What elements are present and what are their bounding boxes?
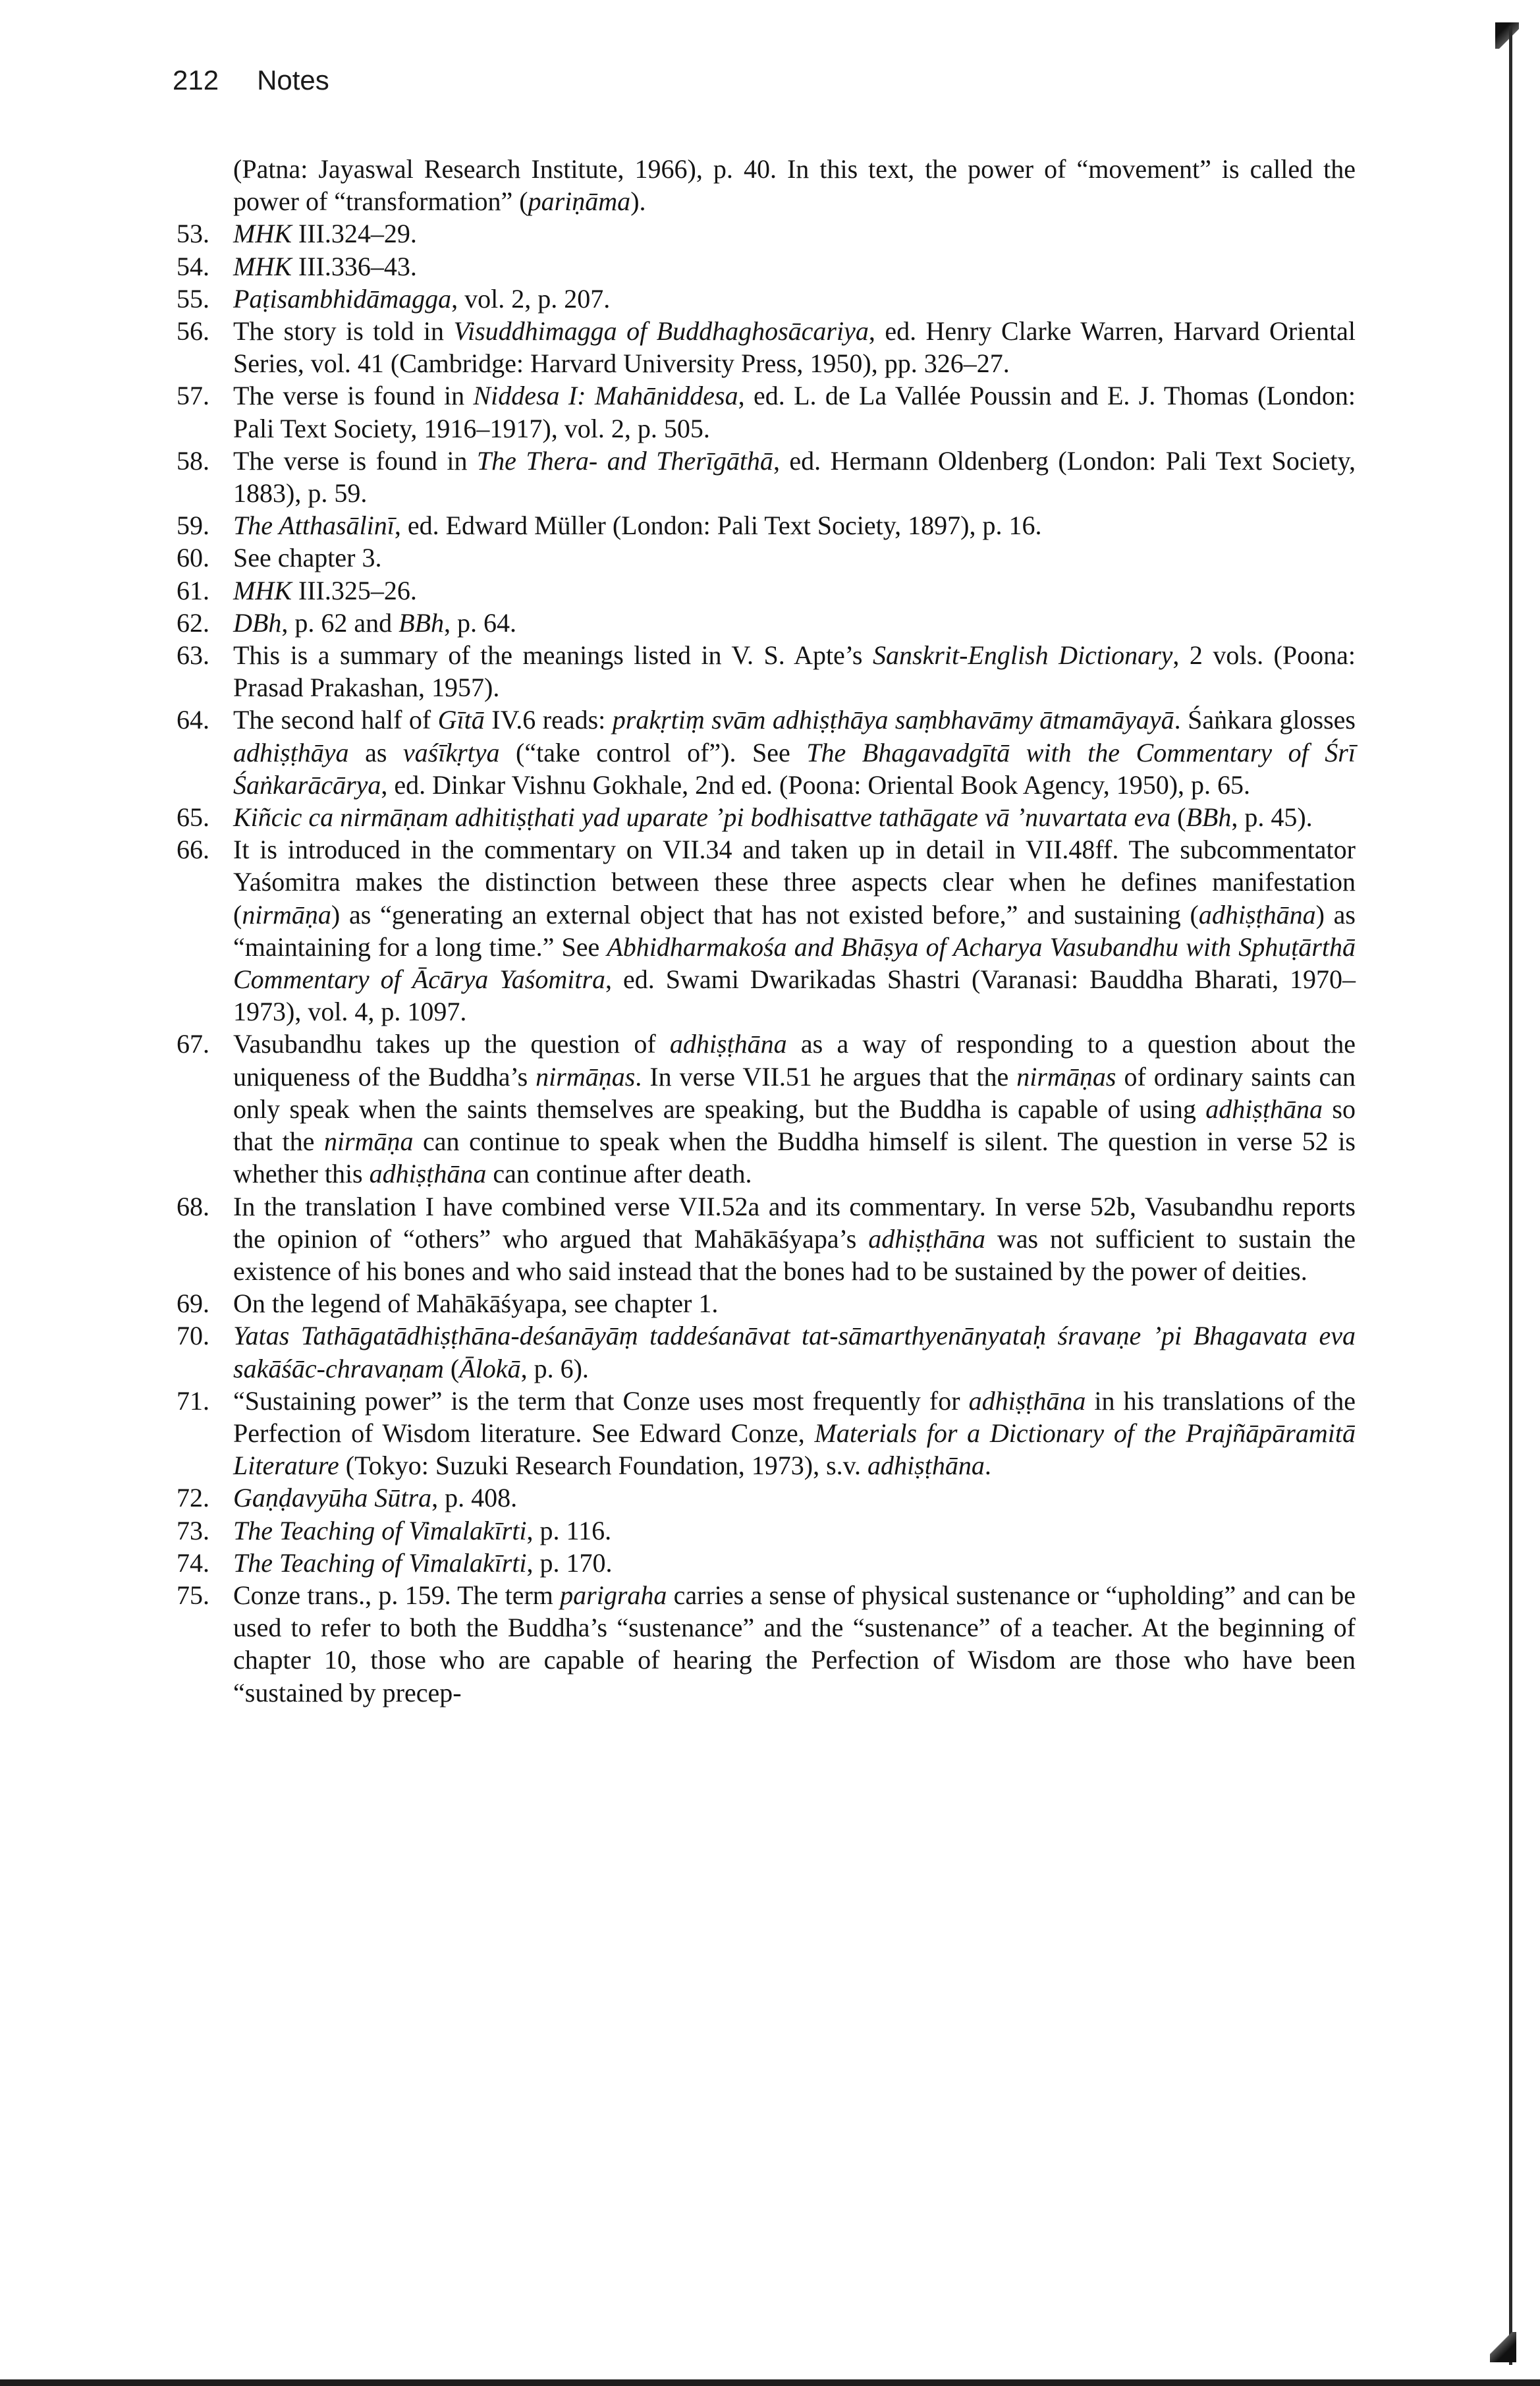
scan-bottom-edge: [0, 2379, 1540, 2386]
note-item: [177, 283, 1356, 315]
note-item: [177, 574, 1356, 607]
note-item: [177, 1385, 1356, 1482]
note-number: 54.: [177, 251, 209, 281]
scan-edge-line: [1509, 26, 1512, 2365]
note-number: 73.: [177, 1515, 209, 1545]
note-text: MHK III.336–43.: [233, 251, 417, 281]
note-number: 56.: [177, 316, 209, 347]
note-item: [177, 541, 1356, 574]
note-text: In the translation I have combined verse VII.52a and its commentary. In verse 52b, Vasubandhu reports the opinion of “others” who argued that Mahākāśyapa’s adhiṣṭhāna was not sufficient to sustain the existence of his bones and who said instead that the bones had to be sustained by the power of deities.: [233, 1191, 1356, 1286]
note-text: Paṭisambhidāmagga, vol. 2, p. 207.: [233, 283, 611, 314]
note-item: [177, 315, 1356, 379]
note-item: [177, 1028, 1356, 1190]
note-text: The verse is found in Niddesa I: Mahāniddesa, ed. L. de La Vallée Poussin and E. J. Thomas (London: Pali Text Society, 1916–1917), vol. 2, p. 505.: [233, 381, 1356, 443]
note-item: [177, 250, 1356, 283]
scan-edge-mark-bottom: [1490, 2332, 1516, 2362]
running-header: [173, 65, 329, 96]
note-text: “Sustaining power” is the term that Conze uses most frequently for adhiṣṭhāna in his translations of the Perfection of Wisdom literature. See Edward Conze, Materials for a Dictionary of the Prajñāpāramitā Literature (Tokyo: Suzuki Research Foundation, 1973), s.v. adhiṣṭhāna.: [233, 1385, 1356, 1481]
note-item: [177, 833, 1356, 1028]
note-number: 58.: [177, 445, 209, 476]
note-item: [177, 607, 1356, 639]
note-text: This is a summary of the meanings listed in V. S. Apte’s Sanskrit-English Dictionary, 2 vols. (Poona: Prasad Prakashan, 1957).: [233, 640, 1356, 703]
note-item: [177, 1482, 1356, 1514]
note-item: [177, 509, 1356, 541]
notes-list: [177, 153, 1356, 1709]
note-item: [177, 1547, 1356, 1579]
note-number: 75.: [177, 1580, 209, 1610]
note-number: 59.: [177, 511, 209, 541]
note-text: MHK III.325–26.: [233, 575, 417, 605]
note-text: Yatas Tathāgatādhiṣṭhāna-deśanāyāṃ taddeśanāvat tat-sāmarthyenānyataḥ śravaṇe ’pi Bhagavata eva sakāśāc-chravaṇam (Ālokā, p. 6).: [233, 1321, 1356, 1383]
note-item: [177, 153, 1356, 217]
note-item: [177, 704, 1356, 801]
note-number: 74.: [177, 1547, 209, 1578]
note-number: 61.: [177, 575, 209, 605]
note-number: 72.: [177, 1483, 209, 1513]
note-text: The story is told in Visuddhimagga of Buddhaghosācariya, ed. Henry Clarke Warren, Harvard Oriental Series, vol. 41 (Cambridge: Harvard University Press, 1950), pp. 326–27.: [233, 316, 1356, 379]
note-item: [177, 379, 1356, 444]
note-number: 53.: [177, 219, 209, 249]
note-number: 55.: [177, 283, 209, 314]
note-text: The Atthasālinī, ed. Edward Müller (London: Pali Text Society, 1897), p. 16.: [233, 511, 1042, 541]
note-text: On the legend of Mahākāśyapa, see chapter 1.: [233, 1289, 719, 1319]
note-item: [177, 1287, 1356, 1319]
note-item: [177, 1514, 1356, 1547]
note-item: [177, 801, 1356, 833]
note-text: Conze trans., p. 159. The term parigraha carries a sense of physical sustenance or “upholding” and can be used to refer to both the Buddha’s “sustenance” and the “sustenance” of a teacher. At the beginning of chapter 10, those who are capable of hearing the Perfection of Wisdom are those who have been “sustained by precep-: [233, 1580, 1356, 1707]
note-item: [177, 445, 1356, 509]
note-number: 69.: [177, 1289, 209, 1319]
note-text: See chapter 3.: [233, 543, 382, 573]
page-number: 212: [173, 65, 219, 96]
note-number: 63.: [177, 640, 209, 671]
note-text: The verse is found in The Thera- and Therīgāthā, ed. Hermann Oldenberg (London: Pali Text Society, 1883), p. 59.: [233, 445, 1356, 509]
note-text: (Patna: Jayaswal Research Institute, 1966), p. 40. In this text, the power of “movement” is called the power of “transformation” (pariṇāma).: [233, 154, 1356, 217]
note-text: Kiñcic ca nirmāṇam adhitiṣṭhati yad uparate ’pi bodhisattve tathāgate vā ’nuvartata eva (BBh, p. 45).: [233, 802, 1313, 833]
note-number: 64.: [177, 705, 209, 735]
note-number: 68.: [177, 1191, 209, 1221]
note-number: 62.: [177, 607, 209, 638]
note-text: MHK III.324–29.: [233, 219, 417, 249]
note-text: The Teaching of Vimalakīrti, p. 170.: [233, 1547, 613, 1578]
note-number: 57.: [177, 381, 209, 411]
note-number: 60.: [177, 543, 209, 573]
note-text: DBh, p. 62 and BBh, p. 64.: [233, 607, 516, 638]
note-item: [177, 1319, 1356, 1384]
note-number: 65.: [177, 802, 209, 833]
note-item: [177, 1190, 1356, 1288]
header-title: Notes: [257, 65, 329, 96]
note-text: The second half of Gītā IV.6 reads: prakṛtiṃ svām adhiṣṭhāya saṃbhavāmy ātmamāyayā. Śaṅkara glosses adhiṣṭhāya as vaśīkṛtya (“take control of”). See The Bhagavadgītā with the Commentary of Śrī Śaṅkarācārya, ed. Dinkar Vishnu Gokhale, 2nd ed. (Poona: Oriental Book Agency, 1950), p. 65.: [233, 705, 1356, 800]
note-number: 71.: [177, 1385, 209, 1416]
note-text: The Teaching of Vimalakīrti, p. 116.: [233, 1515, 612, 1545]
note-number: 67.: [177, 1029, 209, 1059]
note-number: 66.: [177, 835, 209, 865]
note-item: [177, 217, 1356, 250]
note-number: 70.: [177, 1321, 209, 1351]
note-item: [177, 1579, 1356, 1709]
note-item: [177, 639, 1356, 704]
note-text: It is introduced in the commentary on VII.34 and taken up in detail in VII.48ff. The subcommentator Yaśomitra makes the distinction between these three aspects clear when he defines manifestation (nirmāṇa) as “generating an external object that has not existed before,” and sustaining (adhiṣṭhāna) as “maintaining for a long time.” See Abhidharmakośa and Bhāṣya of Acharya Vasubandhu with Sphuṭārthā Commentary of Ācārya Yaśomitra, ed. Swami Dwarikadas Shastri (Varanasi: Bauddha Bharati, 1970–1973), vol. 4, p. 1097.: [233, 835, 1356, 1027]
note-text: Vasubandhu takes up the question of adhiṣṭhāna as a way of responding to a question about the uniqueness of the Buddha’s nirmāṇas. In verse VII.51 he argues that the nirmāṇas of ordinary saints can only speak when the saints themselves are speaking, but the Buddha is capable of using adhiṣṭhāna so that the nirmāṇa can continue to speak when the Buddha himself is silent. The question in verse 52 is whether this adhiṣṭhāna can continue after death.: [233, 1029, 1356, 1189]
note-text: Gaṇḍavyūha Sūtra, p. 408.: [233, 1483, 518, 1513]
scan-edge-mark-top: [1495, 22, 1519, 49]
